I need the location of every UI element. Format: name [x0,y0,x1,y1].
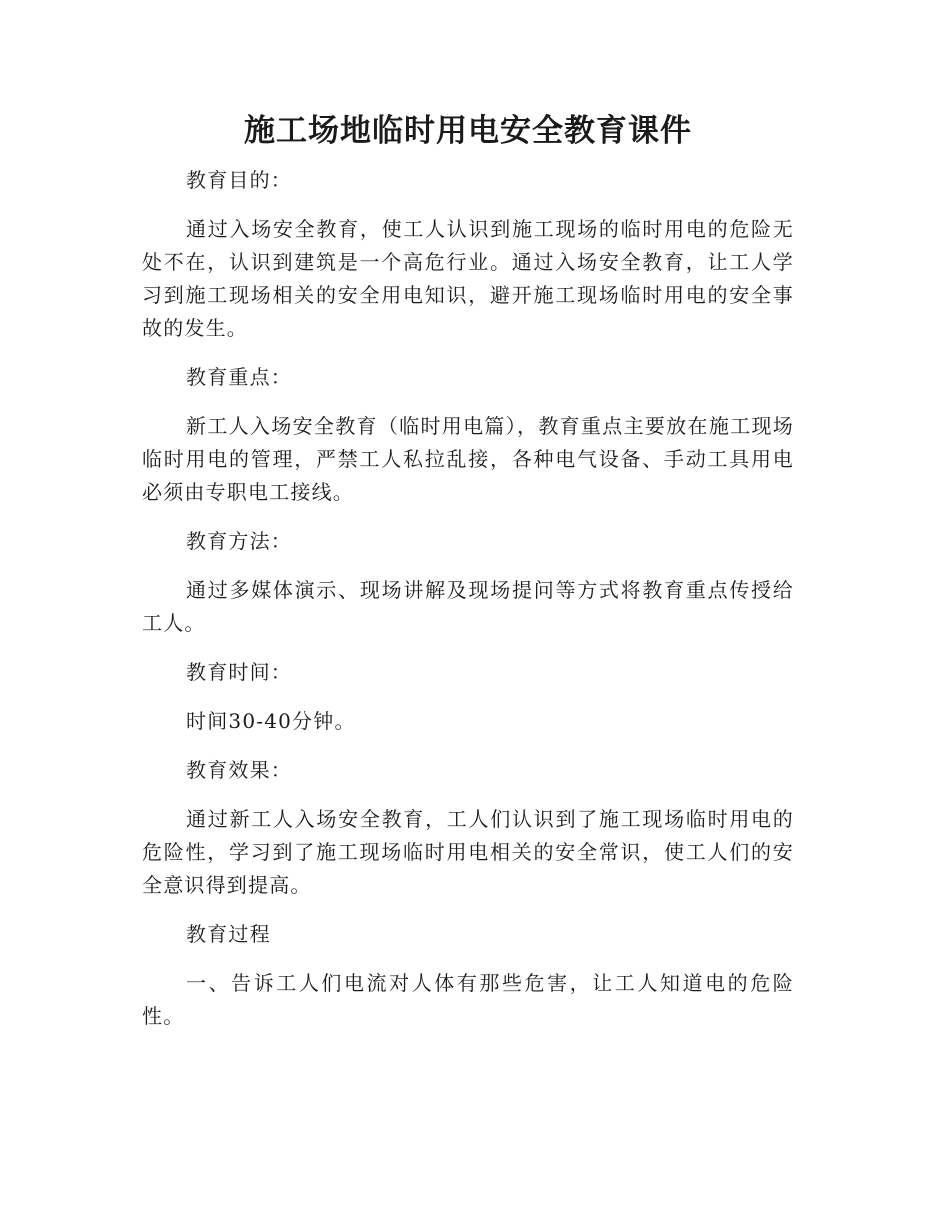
paragraph-purpose: 通过入场安全教育，使工人认识到施工现场的临时用电的危险无处不在，认识到建筑是一个高危行业。通过入场安全教育，让工人学习到施工现场相关的安全用电知识，避开施工现场临时用电的安全事故的发生。 [142,217,794,340]
document-title: 施工场地临时用电安全教育课件 [244,113,692,149]
section-heading-time: 教育时间： [186,660,292,684]
section-heading-focus: 教育重点： [186,365,292,389]
paragraph-method: 通过多媒体演示、现场讲解及现场提问等方式将教育重点传授给工人。 [142,578,794,635]
paragraph-effect: 通过新工人入场安全教育，工人们认识到了施工现场临时用电的危险性，学习到了施工现场临时用电相关的安全常识，使工人们的安全意识得到提高。 [142,807,794,897]
section-heading-purpose: 教育目的： [186,168,292,192]
section-heading-process: 教育过程 [186,922,271,946]
paragraph-time: 时间30-40分钟。 [186,709,356,733]
section-heading-effect: 教育效果： [186,758,292,782]
document-body [142,110,794,1049]
paragraph-focus: 新工人入场安全教育（临时用电篇），教育重点主要放在施工现场临时用电的管理，严禁工人私拉乱接，各种电气设备、手动工具用电必须由专职电工接线。 [142,414,794,504]
paragraph-process-item-1: 一、告诉工人们电流对人体有那些危害，让工人知道电的危险性。 [142,971,794,1028]
section-heading-method: 教育方法： [186,529,292,553]
